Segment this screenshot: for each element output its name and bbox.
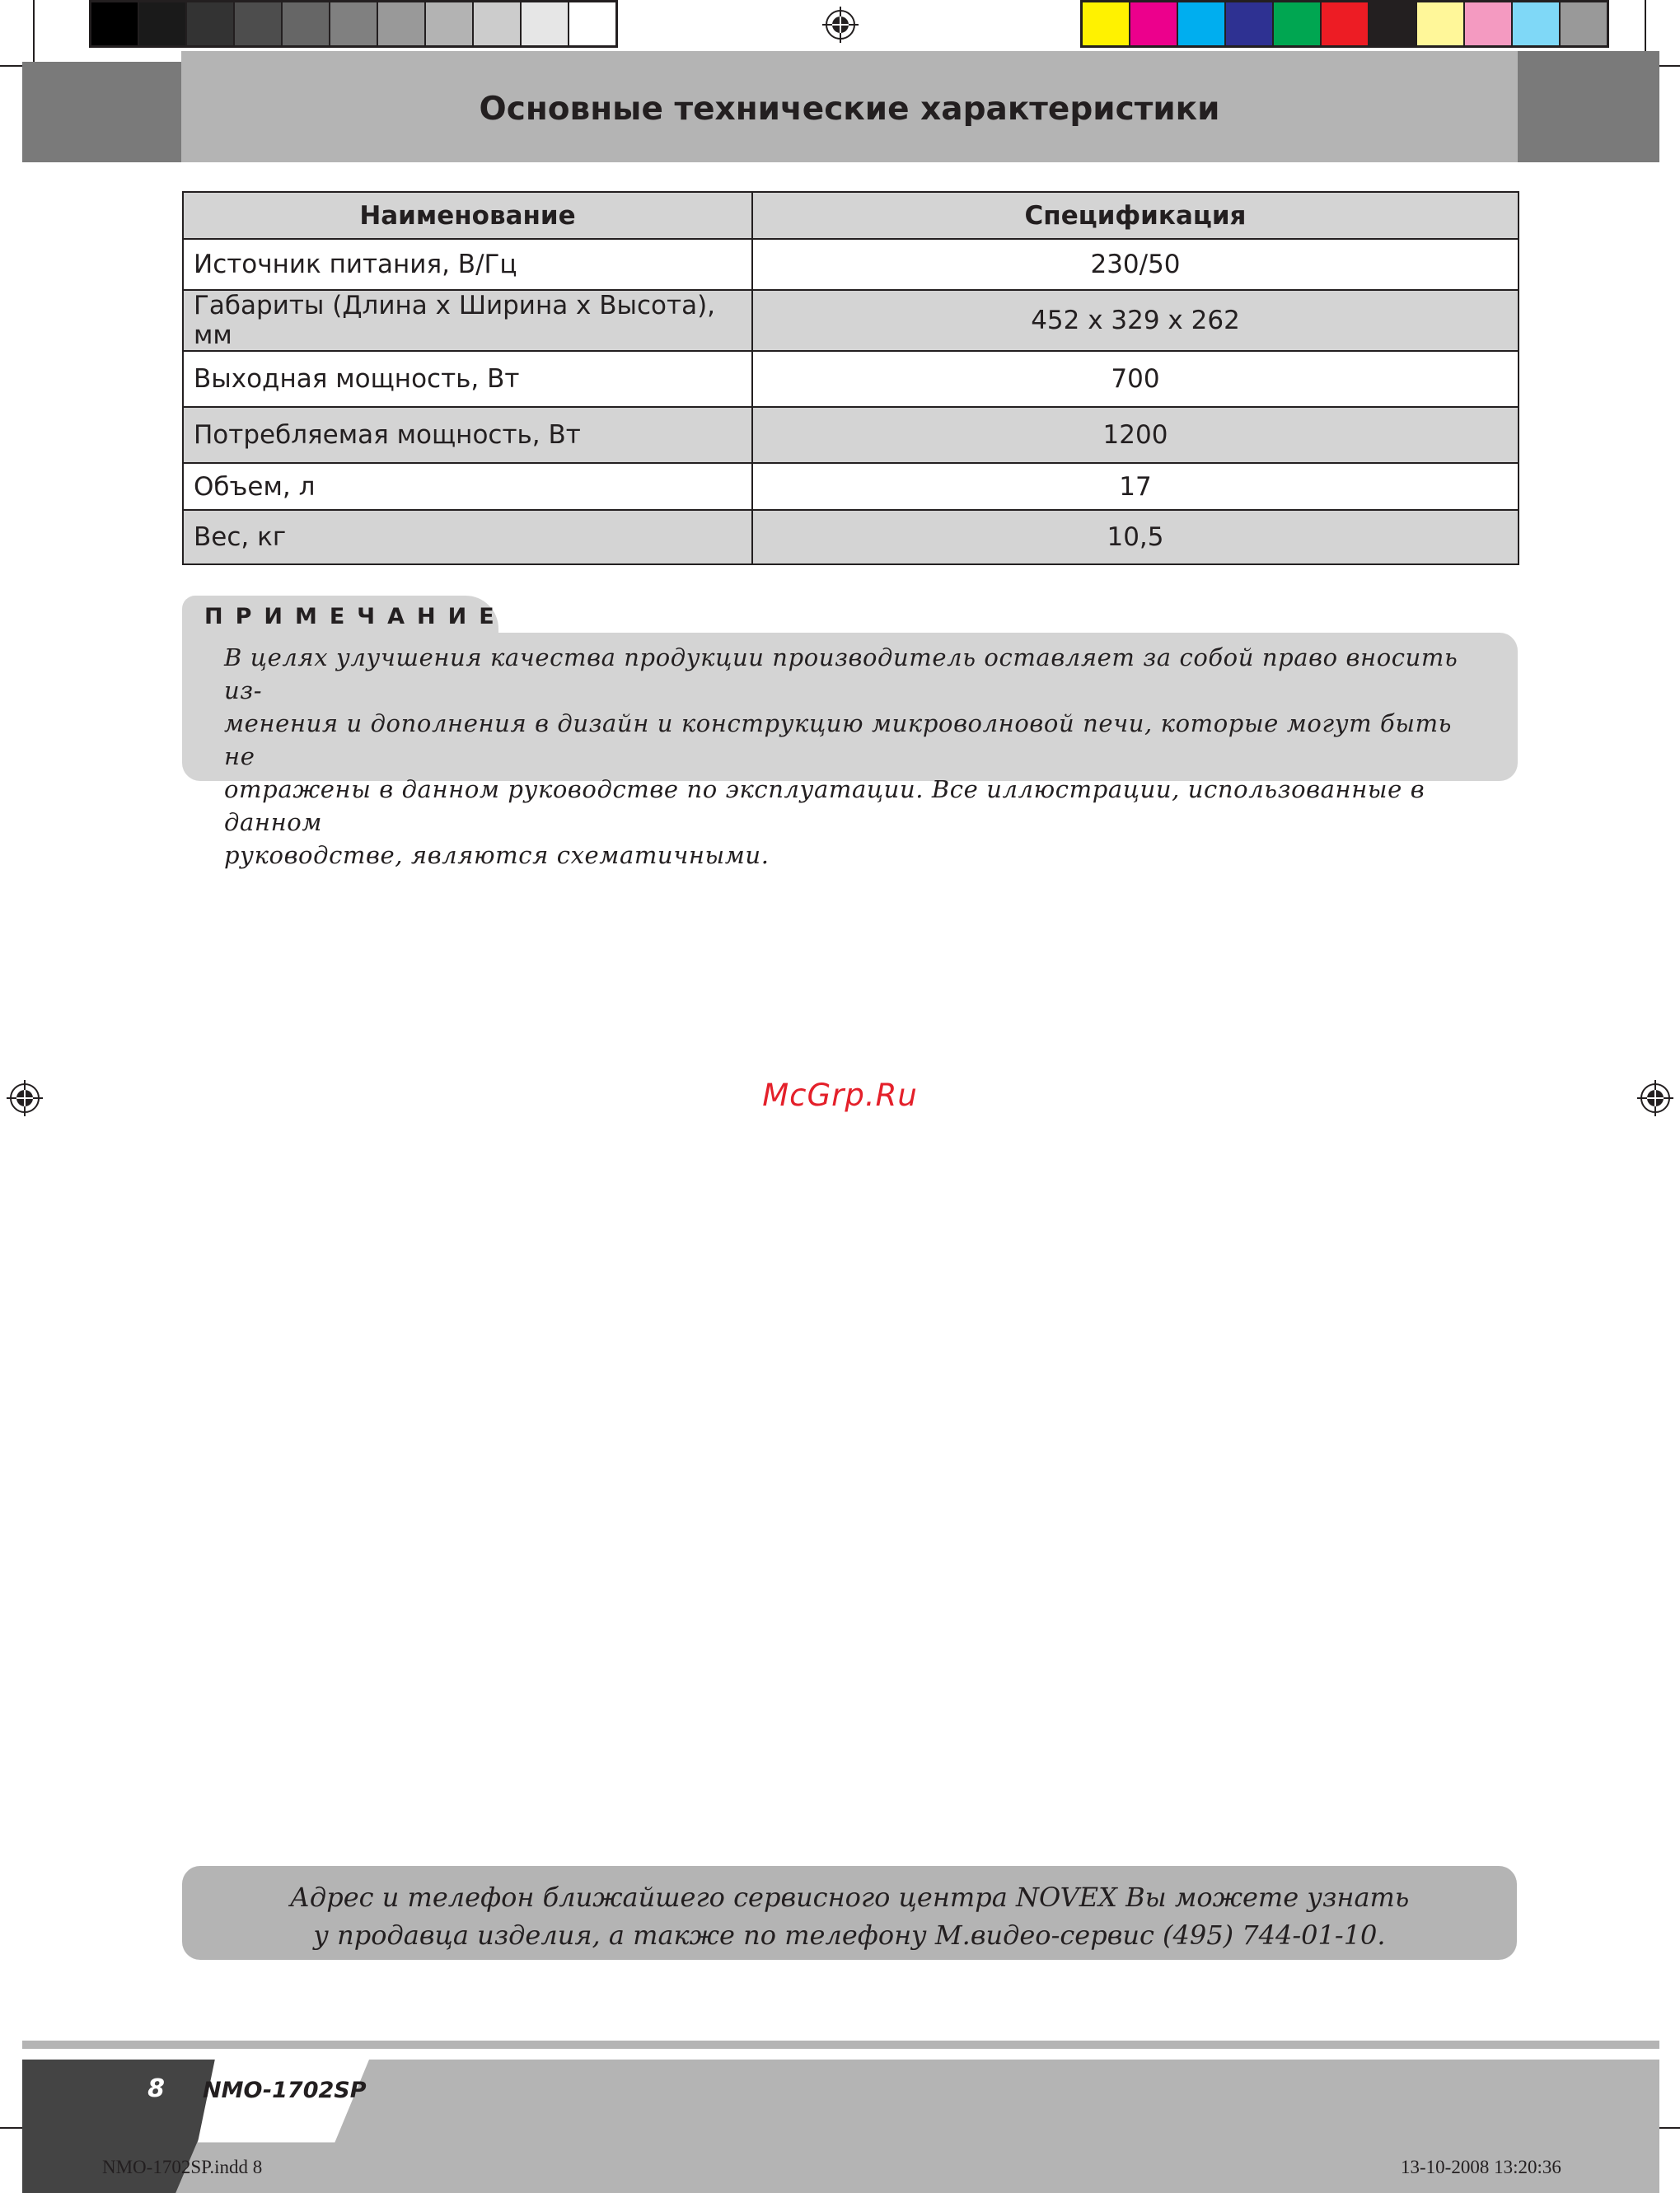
table-row	[183, 239, 1519, 290]
spec-table	[182, 191, 1519, 565]
print-slug-date: 13-10-2008 13:20:36	[1401, 2157, 1561, 2177]
gray-swatch	[520, 2, 568, 45]
note-text	[224, 641, 1485, 872]
gray-swatch	[472, 2, 520, 45]
note-line: руководстве, являются схематичными.	[224, 841, 770, 869]
model-name: NMO-1702SP	[203, 2078, 367, 2103]
color-swatch	[1368, 2, 1416, 45]
color-swatch	[1320, 2, 1368, 45]
table-header-row	[183, 192, 1519, 239]
table-row	[183, 407, 1519, 463]
row-name: Потребляемая мощность, Вт	[183, 407, 752, 463]
gray-swatch	[329, 2, 377, 45]
row-value: 452 x 329 x 262	[752, 290, 1519, 351]
service-line: Адрес и телефон ближайшего сервисного центра NOVEX Вы можете узнать	[289, 1882, 1410, 1913]
watermark-link[interactable]: McGrp.Ru	[762, 1078, 918, 1113]
gray-swatch	[185, 2, 233, 45]
row-name: Выходная мощность, Вт	[183, 351, 752, 407]
page-number: 8	[147, 2074, 165, 2103]
row-name: Источник питания, В/Гц	[183, 239, 752, 290]
note-line: отражены в данном руководстве по эксплуатации. Все иллюстрации, использованные в данном	[224, 775, 1425, 836]
color-swatch	[1129, 2, 1177, 45]
note-line: менения и дополнения в дизайн и конструкцию микроволновой печи, которые могут быть не	[224, 709, 1453, 770]
note-line: В целях улучшения качества продукции производитель оставляет за собой право вносить из-	[224, 643, 1458, 704]
gray-swatch	[568, 2, 615, 45]
print-slug-file: NMO-1702SP.indd 8	[102, 2157, 263, 2177]
crop-mark	[33, 0, 35, 68]
gray-swatch	[424, 2, 472, 45]
color-swatch	[1511, 2, 1559, 45]
color-swatch	[1224, 2, 1272, 45]
color-swatch	[1083, 2, 1129, 45]
gray-swatch	[91, 2, 138, 45]
gray-swatch	[138, 2, 185, 45]
table-row	[183, 290, 1519, 351]
row-name: Габариты (Длина x Ширина x Высота), мм	[183, 290, 752, 351]
table-row	[183, 463, 1519, 510]
row-name: Объем, л	[183, 463, 752, 510]
row-value: 17	[752, 463, 1519, 510]
footer-rule	[22, 2041, 1659, 2049]
registration-mark-icon	[822, 7, 859, 43]
gray-swatch	[233, 2, 281, 45]
service-line: у продавца изделия, а также по телефону М.видео-сервис (495) 744-01-10.	[313, 1919, 1386, 1951]
header-right-block	[1518, 51, 1659, 162]
row-value: 700	[752, 351, 1519, 407]
row-value: 1200	[752, 407, 1519, 463]
table-row	[183, 510, 1519, 564]
color-swatch	[1559, 2, 1607, 45]
color-swatch	[1177, 2, 1224, 45]
page-title: Основные технические характеристики	[479, 91, 1220, 128]
column-header-name: Наименование	[183, 192, 752, 239]
color-swatch	[1463, 2, 1511, 45]
row-value: 10,5	[752, 510, 1519, 564]
color-swatch	[1272, 2, 1320, 45]
color-swatch	[1416, 2, 1463, 45]
row-value: 230/50	[752, 239, 1519, 290]
table-row	[183, 351, 1519, 407]
header-left-block	[22, 62, 181, 162]
gray-swatch	[281, 2, 329, 45]
service-text	[182, 1878, 1517, 1954]
color-bar	[1080, 0, 1609, 48]
grayscale-bar	[89, 0, 618, 48]
column-header-spec: Спецификация	[752, 192, 1519, 239]
gray-swatch	[377, 2, 424, 45]
note-label: ПРИМЕЧАНИЕ	[204, 604, 507, 629]
row-name: Вес, кг	[183, 510, 752, 564]
